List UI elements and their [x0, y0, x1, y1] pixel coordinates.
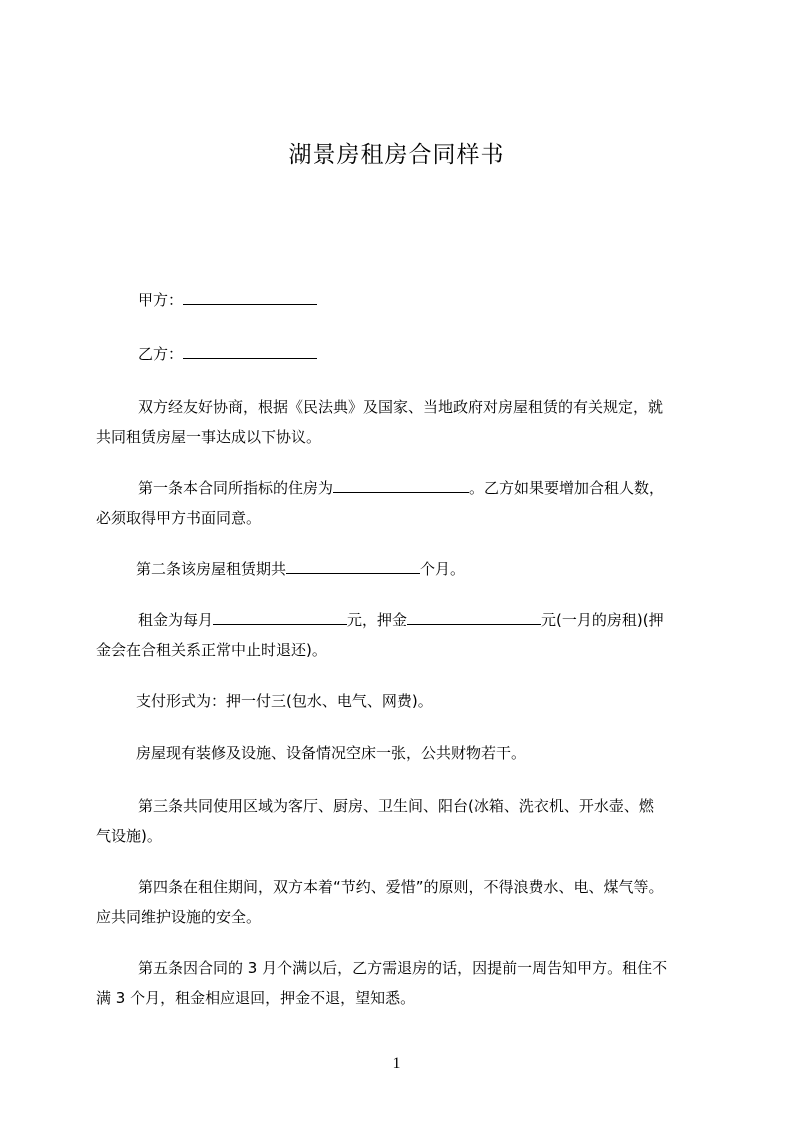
- article-5-line-2: 满 3 个月，租金相应退回，押金不退，望知悉。: [96, 989, 416, 1007]
- page-number: 1: [392, 1055, 401, 1072]
- party-b-blank: [183, 346, 317, 359]
- rent-amount-blank: [213, 612, 347, 625]
- article-3: [96, 791, 706, 851]
- article-1-blank: [333, 480, 469, 493]
- payment-paragraph: [96, 686, 706, 716]
- intro-line-1: 双方经友好协商，根据《民法典》及国家、当地政府对房屋租赁的有关规定，就: [138, 398, 664, 416]
- article-1: [96, 473, 706, 533]
- payment-text: 支付形式为：押一付三(包水、电气、网费)。: [136, 692, 433, 710]
- article-1-prefix: 第一条本合同所指标的住房为: [138, 479, 334, 497]
- intro-line-2: 共同租赁房屋一事达成以下协议。: [96, 428, 322, 446]
- article-2-blank: [286, 561, 420, 574]
- article-1-line-1: [96, 473, 706, 503]
- intro-paragraph: [96, 392, 706, 452]
- article-1-line-2: 必须取得甲方书面同意。: [96, 509, 262, 527]
- article-3-line-2: 气设施)。: [96, 827, 162, 845]
- party-a-label: 甲方：: [138, 291, 184, 309]
- article-4-line-1: 第四条在租住期间，双方本着“节约、爱惜”的原则，不得浪费水、电、煤气等。: [138, 878, 664, 896]
- rent-paragraph: [96, 605, 706, 665]
- article-2: [96, 554, 706, 584]
- facilities-text: 房屋现有装修及设施、设备情况空床一张，公共财物若干。: [136, 744, 527, 762]
- article-3-line-1: 第三条共同使用区域为客厅、厨房、卫生间、阳台(冰箱、洗衣机、开水壶、燃: [138, 797, 654, 815]
- facilities-paragraph: [96, 738, 706, 768]
- article-5: [96, 953, 706, 1013]
- rent-line-1: [96, 605, 706, 635]
- rent-middle: 元，押金: [347, 611, 408, 629]
- document-title: 湖景房租房合同样书: [288, 142, 505, 168]
- article-2-prefix: 第二条该房屋租赁期共: [136, 560, 287, 578]
- article-5-line-1: 第五条因合同的 3 月个满以后，乙方需退房的话，因提前一周告知甲方。租住不: [138, 959, 668, 977]
- party-a-line: [96, 285, 706, 315]
- article-4: [96, 872, 706, 932]
- rent-line-2: 金会在合租关系正常中止时退还)。: [96, 641, 327, 659]
- article-1-suffix: 。乙方如果要增加合租人数，: [469, 479, 665, 497]
- rent-prefix: 租金为每月: [138, 611, 214, 629]
- deposit-amount-blank: [407, 612, 541, 625]
- party-b-label: 乙方：: [138, 345, 184, 363]
- article-2-suffix: 个月。: [420, 560, 466, 578]
- party-b-line: [96, 339, 706, 369]
- rent-suffix: 元(一月的房租)(押: [541, 611, 664, 629]
- article-4-line-2: 应共同维护设施的安全。: [96, 908, 262, 926]
- party-a-blank: [183, 292, 317, 305]
